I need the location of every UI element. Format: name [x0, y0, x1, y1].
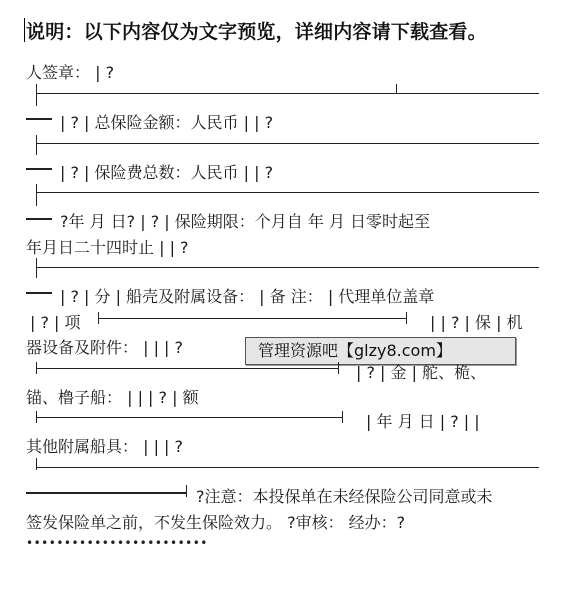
table-border	[26, 292, 52, 294]
table-border	[98, 312, 99, 324]
signature-line: 人签章： | ?	[26, 63, 115, 82]
item-label: | ? | 项	[30, 313, 81, 332]
table-border	[342, 411, 343, 423]
preview-notice: 说明：以下内容仅为文字预览，详细内容请下载查看。	[26, 21, 487, 43]
table-border	[36, 362, 37, 374]
rudder-mast-row: | ? | 金 | 舵、桅、	[356, 363, 487, 382]
insurance-period-end: 年月日二十四时止 | | ?	[26, 238, 189, 257]
text-cursor	[24, 18, 25, 42]
table-border	[36, 267, 539, 268]
table-border	[26, 218, 52, 220]
insurance-period-row: ?年 月 日? | ? | 保险期限：个月自 年 月 日零时起至	[60, 212, 431, 231]
notice-text-continued: 签发保险单之前，不发生保险效力。 ?审核： 经办：?	[26, 513, 406, 532]
other-fittings-row: 其他附属船具： | | | ?	[26, 437, 184, 456]
premium-total-row: | ? | 保险费总数：人民币 | | ?	[60, 163, 274, 182]
machinery-equipment-row: 器设备及附件： | | | ?	[26, 338, 184, 357]
table-border	[36, 135, 37, 155]
insured-machinery-header: | | ? | 保 | 机	[430, 313, 523, 332]
table-border	[186, 485, 187, 497]
table-border	[36, 368, 338, 369]
dotted-leader: ••••••••••••••••••••••••	[26, 536, 208, 550]
table-border	[36, 143, 539, 144]
watermark-banner: 管理资源吧【glzy8.com】	[245, 337, 516, 365]
table-border	[338, 362, 339, 374]
table-border	[36, 184, 37, 206]
table-border	[26, 118, 52, 120]
table-border	[98, 318, 406, 319]
table-border	[36, 258, 37, 278]
notice-text: ?注意：本投保单在未经保险公司同意或未	[196, 487, 493, 506]
total-insured-amount-row: | ? | 总保险金额：人民币 | | ?	[60, 113, 274, 132]
table-border	[36, 458, 37, 470]
table-border	[36, 467, 539, 468]
table-border	[36, 84, 37, 106]
table-border	[26, 168, 52, 170]
table-border	[36, 411, 37, 423]
table-border	[36, 417, 342, 418]
anchor-scull-row: 锚、橹子船： | | | ? | 额	[26, 388, 199, 407]
table-border	[406, 312, 407, 324]
table-border	[36, 93, 539, 94]
date-row: | 年 月 日 | ? | |	[366, 412, 480, 431]
hull-equipment-row: | ? | 分 | 船壳及附属设备： | 备 注： | 代理单位盖章	[60, 287, 435, 306]
table-border	[36, 192, 539, 193]
table-border	[26, 492, 186, 494]
